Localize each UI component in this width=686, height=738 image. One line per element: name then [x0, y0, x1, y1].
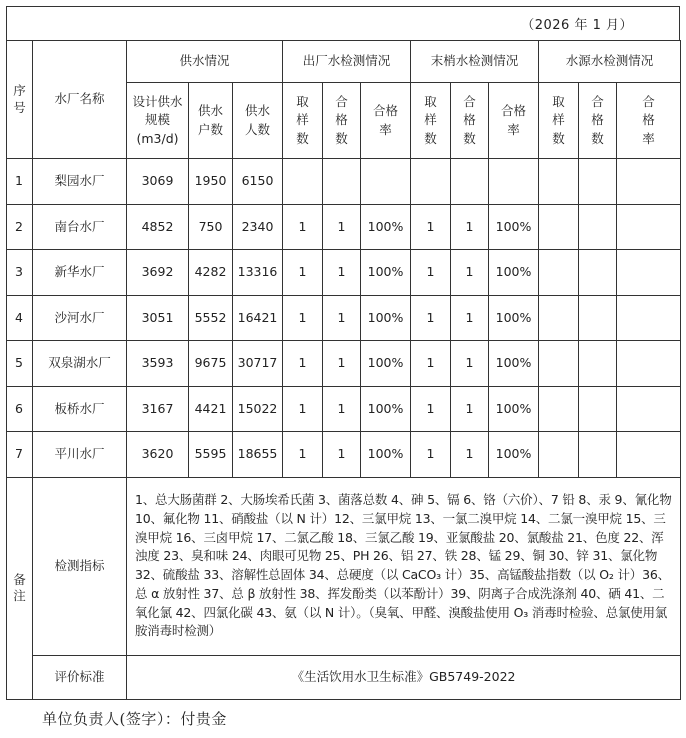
cell-tap-samples: 1 — [411, 341, 451, 387]
cell-tap-qualified: 1 — [451, 204, 489, 250]
cell-out-samples: 1 — [283, 341, 323, 387]
cell-out-qualified: 1 — [323, 204, 361, 250]
header-row-1 — [7, 41, 681, 83]
header-population: 供水人数 — [233, 83, 283, 159]
cell-index: 1 — [7, 159, 33, 205]
cell-households: 1950 — [189, 159, 233, 205]
cell-capacity: 3620 — [127, 432, 189, 478]
table-row — [7, 432, 681, 478]
cell-tap-rate: 100% — [489, 295, 539, 341]
standard-label: 评价标准 — [33, 655, 127, 699]
cell-out-samples: 1 — [283, 386, 323, 432]
cell-src-rate — [617, 250, 681, 296]
header-source-group: 水源水检测情况 — [539, 41, 681, 83]
cell-out-samples: 1 — [283, 295, 323, 341]
cell-households: 4282 — [189, 250, 233, 296]
cell-out-qualified: 1 — [323, 295, 361, 341]
header-out-qualified: 合格数 — [323, 83, 361, 159]
header-out-rate: 合格率 — [361, 83, 411, 159]
table-row — [7, 159, 681, 205]
cell-name: 梨园水厂 — [33, 159, 127, 205]
cell-src-qualified — [579, 250, 617, 296]
cell-src-qualified — [579, 204, 617, 250]
cell-out-rate: 100% — [361, 295, 411, 341]
table-row — [7, 341, 681, 387]
cell-population: 30717 — [233, 341, 283, 387]
cell-tap-rate: 100% — [489, 341, 539, 387]
cell-households: 5552 — [189, 295, 233, 341]
cell-name: 板桥水厂 — [33, 386, 127, 432]
cell-tap-samples: 1 — [411, 432, 451, 478]
cell-name: 沙河水厂 — [33, 295, 127, 341]
cell-src-rate — [617, 295, 681, 341]
cell-index: 3 — [7, 250, 33, 296]
cell-src-samples — [539, 386, 579, 432]
cell-tap-qualified: 1 — [451, 250, 489, 296]
header-tap-qualified: 合格数 — [451, 83, 489, 159]
cell-population: 15022 — [233, 386, 283, 432]
cell-tap-rate: 100% — [489, 250, 539, 296]
cell-src-samples — [539, 204, 579, 250]
header-src-rate: 合格率 — [617, 83, 681, 159]
cell-name: 双泉湖水厂 — [33, 341, 127, 387]
header-tap-rate: 合格率 — [489, 83, 539, 159]
cell-index: 4 — [7, 295, 33, 341]
cell-out-samples: 1 — [283, 204, 323, 250]
cell-src-rate — [617, 204, 681, 250]
cell-out-rate: 100% — [361, 432, 411, 478]
header-outlet-group: 出厂水检测情况 — [283, 41, 411, 83]
signature-line: 单位负责人(签字）：付贵金 — [42, 710, 227, 728]
cell-src-samples — [539, 159, 579, 205]
cell-capacity: 4852 — [127, 204, 189, 250]
table-row — [7, 204, 681, 250]
cell-src-rate — [617, 432, 681, 478]
table-row — [7, 250, 681, 296]
header-design-capacity: 设计供水规模(m3/d) — [127, 83, 189, 159]
cell-index: 6 — [7, 386, 33, 432]
cell-src-samples — [539, 295, 579, 341]
table-row — [7, 295, 681, 341]
cell-src-rate — [617, 159, 681, 205]
cell-population: 16421 — [233, 295, 283, 341]
remarks-indicators-row — [7, 477, 681, 655]
cell-src-samples — [539, 341, 579, 387]
cell-out-qualified: 1 — [323, 341, 361, 387]
cell-capacity: 3692 — [127, 250, 189, 296]
cell-capacity: 3069 — [127, 159, 189, 205]
header-tap-samples: 取样数 — [411, 83, 451, 159]
cell-capacity: 3051 — [127, 295, 189, 341]
indicators-label: 检测指标 — [33, 477, 127, 655]
cell-out-rate: 100% — [361, 341, 411, 387]
cell-index: 7 — [7, 432, 33, 478]
cell-src-rate — [617, 386, 681, 432]
cell-src-samples — [539, 250, 579, 296]
cell-tap-samples: 1 — [411, 295, 451, 341]
cell-out-rate: 100% — [361, 204, 411, 250]
cell-households: 4421 — [189, 386, 233, 432]
header-supply-group: 供水情况 — [127, 41, 283, 83]
water-quality-table — [6, 40, 681, 700]
remarks-standard-row — [7, 655, 681, 699]
cell-tap-rate — [489, 159, 539, 205]
report-date: （2026 年 1 月） — [521, 18, 633, 33]
cell-tap-qualified: 1 — [451, 432, 489, 478]
cell-tap-rate: 100% — [489, 432, 539, 478]
cell-index: 5 — [7, 341, 33, 387]
header-src-samples: 取样数 — [539, 83, 579, 159]
cell-tap-samples — [411, 159, 451, 205]
cell-tap-qualified: 1 — [451, 341, 489, 387]
cell-out-rate: 100% — [361, 386, 411, 432]
cell-out-qualified — [323, 159, 361, 205]
cell-src-rate — [617, 341, 681, 387]
remarks-label: 备注 — [7, 477, 33, 699]
cell-out-samples: 1 — [283, 432, 323, 478]
cell-out-qualified: 1 — [323, 386, 361, 432]
cell-src-qualified — [579, 432, 617, 478]
cell-out-rate: 100% — [361, 250, 411, 296]
cell-out-rate — [361, 159, 411, 205]
cell-tap-qualified: 1 — [451, 386, 489, 432]
cell-households: 9675 — [189, 341, 233, 387]
cell-tap-samples: 1 — [411, 250, 451, 296]
cell-tap-samples: 1 — [411, 204, 451, 250]
table-row — [7, 386, 681, 432]
cell-name: 平川水厂 — [33, 432, 127, 478]
cell-population: 2340 — [233, 204, 283, 250]
standard-value: 《生活饮用水卫生标准》GB5749-2022 — [127, 655, 681, 699]
cell-src-qualified — [579, 386, 617, 432]
cell-out-samples: 1 — [283, 250, 323, 296]
cell-src-qualified — [579, 341, 617, 387]
indicators-text: 1、总大肠菌群 2、大肠埃希氏菌 3、菌落总数 4、砷 5、镉 6、铬（六价）、7 铅 8、汞 9、氰化物 10、氟化物 11、硝酸盐（以 N 计）12、三氯甲烷 13、一氯二溴甲烷 14、二氯一溴甲烷 15、三溴甲烷 16、三卤甲烷 17、二氯乙酸 18、三氯乙酸 19、亚氯酸盐 20、氯酸盐 21、色度 22、浑浊度 23、臭和味 24、肉眼可见物 25、PH 26、铝 27、铁 28、锰 29、铜 30、锌 31、氯化物 32、硫酸盐 33、溶解性总固体 34、总硬度（以 CaCO₃ 计）35、高锰酸盐指数（以 O₂ 计）36、总 α 放射性 37、总 β 放射性 38、挥发酚类（以苯酚计）39、阴离子合成洗涤剂 40、硒 41、二氧化氯 42、四氯化碳 43、氨（以 N 计）。（臭氧、甲醛、溴酸盐使用 O₃ 消毒时检验、总氯使用氯胺消毒时检测） — [127, 477, 681, 655]
cell-population: 6150 — [233, 159, 283, 205]
cell-population: 18655 — [233, 432, 283, 478]
cell-out-samples — [283, 159, 323, 205]
cell-name: 南台水厂 — [33, 204, 127, 250]
cell-population: 13316 — [233, 250, 283, 296]
header-index: 序号 — [7, 41, 33, 159]
cell-src-qualified — [579, 295, 617, 341]
cell-out-qualified: 1 — [323, 432, 361, 478]
cell-name: 新华水厂 — [33, 250, 127, 296]
cell-index: 2 — [7, 204, 33, 250]
header-households: 供水户数 — [189, 83, 233, 159]
date-row — [6, 6, 680, 40]
cell-src-samples — [539, 432, 579, 478]
cell-tap-rate: 100% — [489, 386, 539, 432]
cell-src-qualified — [579, 159, 617, 205]
header-plant-name: 水厂名称 — [33, 41, 127, 159]
cell-tap-samples: 1 — [411, 386, 451, 432]
cell-households: 750 — [189, 204, 233, 250]
header-out-samples: 取样数 — [283, 83, 323, 159]
cell-capacity: 3593 — [127, 341, 189, 387]
header-src-qualified: 合格数 — [579, 83, 617, 159]
cell-tap-rate: 100% — [489, 204, 539, 250]
header-tap-group: 末梢水检测情况 — [411, 41, 539, 83]
cell-households: 5595 — [189, 432, 233, 478]
cell-tap-qualified — [451, 159, 489, 205]
cell-out-qualified: 1 — [323, 250, 361, 296]
cell-tap-qualified: 1 — [451, 295, 489, 341]
cell-capacity: 3167 — [127, 386, 189, 432]
